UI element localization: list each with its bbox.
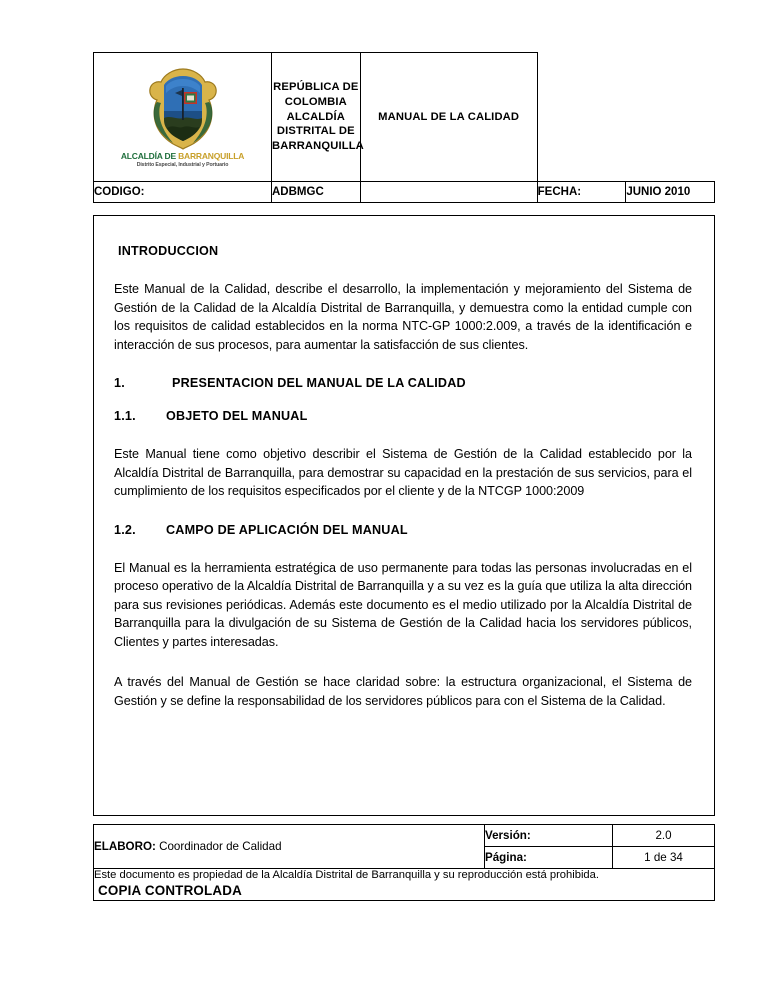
section-1-number: 1. xyxy=(114,376,125,390)
spacer xyxy=(114,354,692,376)
document-body xyxy=(93,215,715,816)
version-value: 2.0 xyxy=(613,825,715,847)
version-label: Versión: xyxy=(485,825,613,847)
footer-row-notice xyxy=(94,869,715,901)
section-1-2-number: 1.2. xyxy=(114,522,136,537)
section-1-2-heading xyxy=(114,523,692,537)
footer-notice-cell xyxy=(94,869,715,901)
header-top-row xyxy=(94,53,715,182)
alcaldia-logo xyxy=(94,66,271,168)
pagina-value: 1 de 34 xyxy=(613,847,715,869)
fecha-value: JUNIO 2010 xyxy=(626,182,715,203)
codigo-value: ADBMGC xyxy=(272,182,361,203)
section-1-heading xyxy=(114,376,692,390)
spacer xyxy=(114,537,692,559)
section-1-2-paragraph-2: A través del Manual de Gestión se hace claridad sobre: la estructura organizacional, el Sistema de Gestión y se define la responsabilidad de los servidores públicos para con el Sistema de la Calidad. xyxy=(114,675,692,708)
logo-wordmark xyxy=(121,152,244,161)
codigo-label: CODIGO: xyxy=(94,182,272,203)
footer-row-version xyxy=(94,825,715,847)
fecha-label: FECHA: xyxy=(537,182,626,203)
document-page xyxy=(93,52,715,901)
document-header-table xyxy=(93,52,715,203)
section-1-1-heading xyxy=(114,409,692,423)
manual-title-cell: MANUAL DE LA CALIDAD xyxy=(360,53,537,182)
spacer xyxy=(114,651,692,673)
logo-subtitle: Distrito Especial, Industrial y Portuario xyxy=(136,161,229,168)
copia-controlada-label: COPIA CONTROLADA xyxy=(98,883,243,899)
elaboro-cell xyxy=(94,825,485,869)
logo-cell xyxy=(94,53,272,182)
header-blank-cell xyxy=(360,182,537,203)
elaboro-label: ELABORO: xyxy=(94,840,156,853)
spacer xyxy=(114,501,692,523)
document-footer-table xyxy=(93,824,715,901)
org-line-2: ALCALDÍA DISTRITAL DE BARRANQUILLA xyxy=(272,110,364,153)
section-1-1-number: 1.1. xyxy=(114,409,136,423)
spacer xyxy=(114,423,692,445)
spacer xyxy=(114,258,692,280)
elaboro-value: Coordinador de Calidad xyxy=(155,840,282,853)
logo-name-part1: ALCALDÍA DE xyxy=(120,151,179,162)
section-1-title: PRESENTACION DEL MANUAL DE LA CALIDAD xyxy=(172,376,466,390)
header-code-row xyxy=(94,182,715,203)
section-1-1-paragraph: Este Manual tiene como objetivo describir el Sistema de Gestión de la Calidad establecido por la Alcaldía Distrital de Barranquilla, para demostrar su capacidad en la prestación de sus servicios, para el cumplimiento de los requisitos especificados por el cliente y de la NTCGP 1000:2009 xyxy=(114,447,692,498)
spacer xyxy=(114,390,692,409)
coat-of-arms-icon xyxy=(147,66,219,150)
property-notice: Este documento es propiedad de la Alcaldía Distrital de Barranquilla y su reproducción está prohibida. xyxy=(94,869,599,881)
introduction-paragraph: Este Manual de la Calidad, describe el desarrollo, la implementación y mejoramiento del Sistema de Gestión de la Calidad de la Alcaldía Distrital de Barranquilla, y demuestra como la entidad cumple con los requisitos de calidad establecidos en la norma NTC-GP 1000:2.009, a través de la identificación e interacción de sus procesos, para aumentar la satisfacción de sus clientes. xyxy=(114,282,692,352)
section-1-1-title: OBJETO DEL MANUAL xyxy=(166,409,308,423)
section-1-2-paragraph: El Manual es la herramienta estratégica de uso permanente para todas las personas involucradas en el proceso operativo de la Alcaldía Distrital de Barranquilla y a su vez es la guía que utiliza la alta dirección para sus revisiones periódicas. Además este documento es el medio utilizado por la Alcaldía Distrital de Barranquilla para la divulgación de su Sistema de Gestión de la Calidad hacia los servidores públicos, Clientes y partes interesadas. xyxy=(114,560,692,649)
org-line-1: REPÚBLICA DE COLOMBIA xyxy=(273,81,359,108)
pagina-label: Página: xyxy=(485,847,613,869)
section-1-2-title: CAMPO DE APLICACIÓN DEL MANUAL xyxy=(166,522,408,537)
organization-cell xyxy=(272,53,364,182)
introduction-heading: INTRODUCCION xyxy=(118,244,219,258)
logo-name-part2: BARRANQUILLA xyxy=(178,151,245,162)
